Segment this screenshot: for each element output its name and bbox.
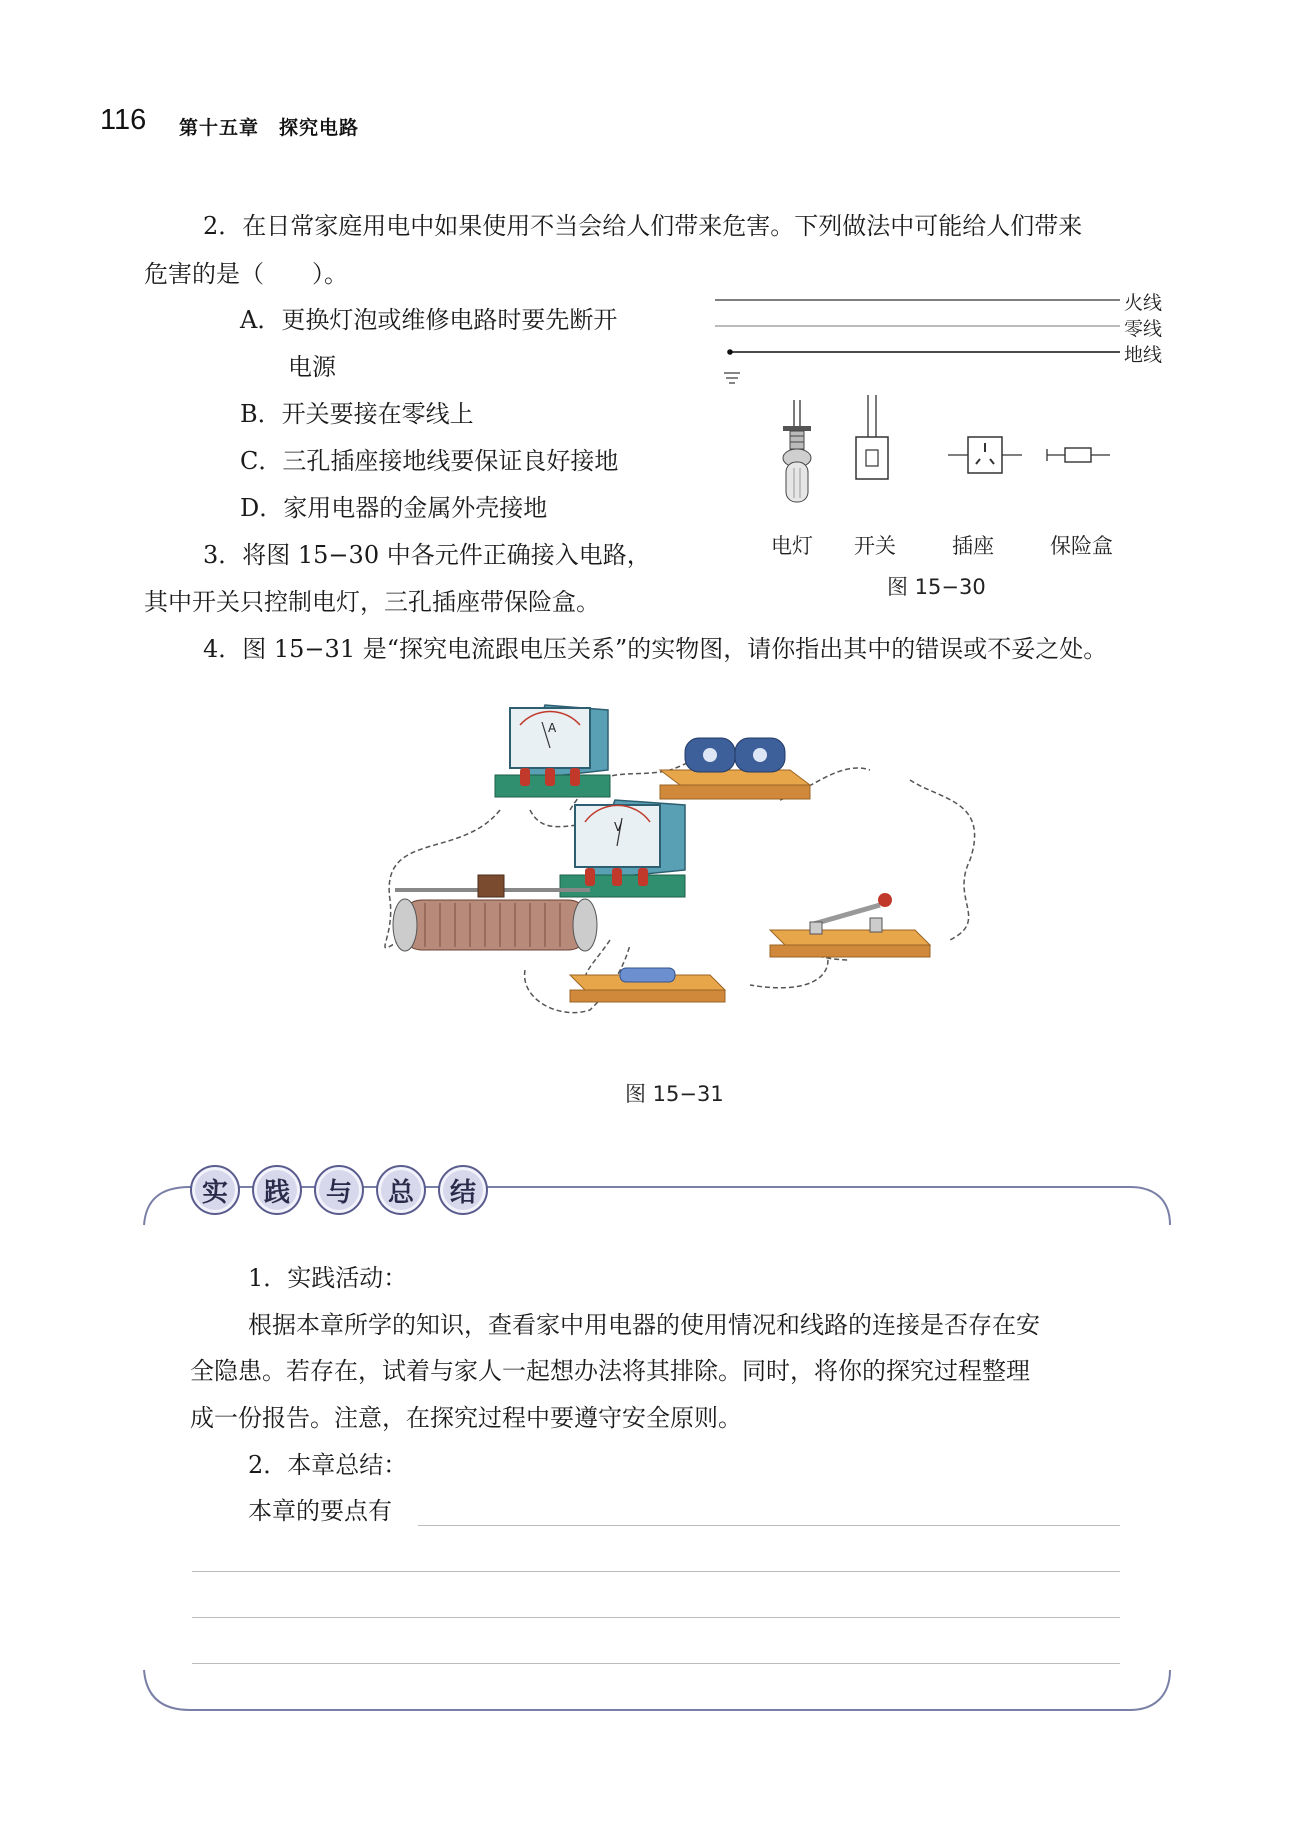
practice-item1-line2: 全隐患。若存在，试着与家人一起想办法将其排除。同时，将你的探究过程整理	[190, 1357, 1030, 1385]
wire-label-live: 火线	[1124, 292, 1163, 314]
knife-switch-icon	[770, 893, 930, 957]
q3-line2: 其中开关只控制电灯，三孔插座带保险盒。	[144, 588, 600, 616]
practice-item2-title: 2．本章总结：	[248, 1451, 408, 1479]
q4-line1: 4．图 15−31 是“探究电流跟电压关系”的实物图，请你指出其中的错误或不妥之处。	[203, 635, 1108, 663]
q2-option-d: D．家用电器的金属外壳接地	[240, 494, 548, 522]
label-fuse-box: 保险盒	[1050, 534, 1113, 558]
title-char-4: 总	[376, 1165, 426, 1215]
practice-frame	[130, 1165, 1180, 1735]
fuse-box-icon	[1047, 448, 1110, 462]
voltmeter-icon	[560, 800, 685, 897]
q2-option-a-cont: 电源	[288, 353, 336, 381]
answer-line-4[interactable]	[192, 1663, 1120, 1664]
label-switch: 开关	[854, 534, 896, 558]
wire-label-neutral: 零线	[1124, 318, 1163, 340]
title-char-2: 践	[252, 1165, 302, 1215]
ammeter-icon	[495, 705, 610, 797]
q2-line1: 2．在日常家庭用电中如果使用不当会给人们带来危害。下列做法中可能给人们带来	[203, 212, 1083, 240]
chapter-title: 第十五章 探究电路	[179, 117, 360, 139]
battery-icon	[660, 738, 810, 799]
practice-item1-line3: 成一份报告。注意，在探究过程中要遵守安全原则。	[190, 1404, 742, 1432]
wire-label-earth: 地线	[1124, 344, 1163, 366]
title-char-5: 结	[438, 1165, 488, 1215]
answer-line-1[interactable]	[418, 1525, 1120, 1526]
figure-15-31-caption: 图 15−31	[625, 1082, 724, 1106]
switch-icon	[856, 395, 888, 479]
q2-option-c: C．三孔插座接地线要保证良好接地	[240, 447, 619, 475]
answer-line-3[interactable]	[192, 1617, 1120, 1618]
label-lamp: 电灯	[771, 534, 813, 558]
title-char-3: 与	[314, 1165, 364, 1215]
page-number: 116	[100, 104, 147, 136]
q2-option-b: B．开关要接在零线上	[240, 400, 474, 428]
figure-15-31-apparatus	[370, 700, 990, 1040]
practice-title	[190, 1165, 488, 1215]
practice-item1-line1: 根据本章所学的知识，查看家中用电器的使用情况和线路的连接是否存在安	[248, 1311, 1040, 1339]
summary-prompt: 本章的要点有	[248, 1497, 392, 1525]
resistor-icon	[570, 968, 725, 1002]
label-socket: 插座	[952, 534, 994, 558]
q3-line1: 3．将图 15−30 中各元件正确接入电路，	[203, 541, 651, 569]
voltmeter-letter: V	[614, 820, 623, 834]
answer-line-2[interactable]	[192, 1571, 1120, 1572]
ammeter-letter: A	[548, 721, 557, 735]
q2-line2: 危害的是（ ）。	[144, 260, 348, 288]
lamp-icon	[783, 400, 811, 502]
practice-item1-title: 1．实践活动：	[248, 1264, 408, 1292]
socket-icon	[948, 437, 1022, 473]
q2-option-a: A．更换灯泡或维修电路时要先断开	[240, 306, 618, 334]
title-char-1: 实	[190, 1165, 240, 1215]
figure-15-30-caption: 图 15−30	[887, 575, 986, 599]
